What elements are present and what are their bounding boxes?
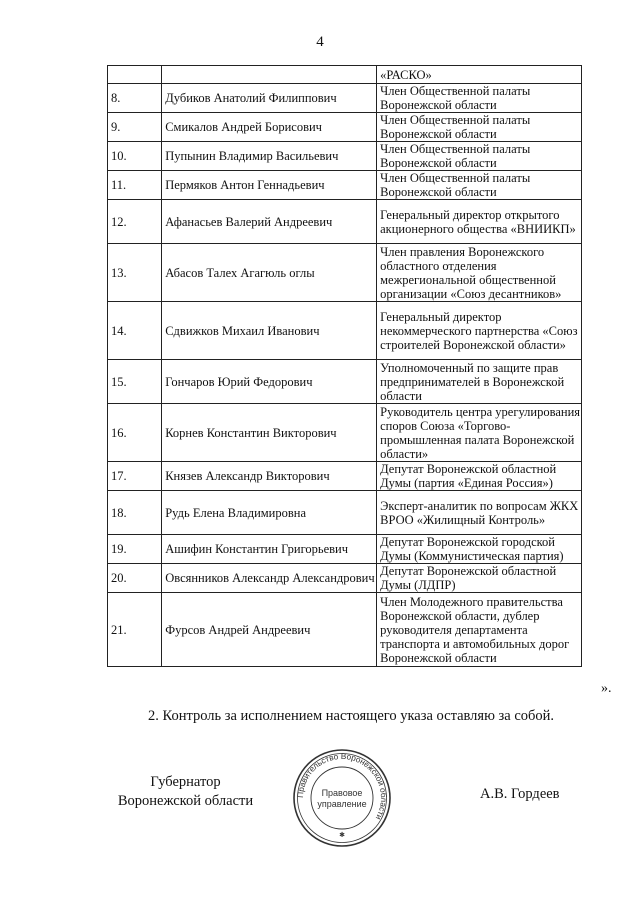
member-name: Рудь Елена Владимировна xyxy=(162,491,377,535)
member-name: Овсянников Александр Александрович xyxy=(162,564,377,593)
member-role: Член Общественной палаты Воронежской области xyxy=(377,142,582,171)
table-row xyxy=(108,142,582,171)
seal-star-icon: ✱ xyxy=(339,832,345,839)
signatory-title xyxy=(108,773,263,811)
row-number: 18. xyxy=(108,491,162,535)
member-role: Эксперт-аналитик по вопросам ЖКХ ВРОО «Жилищный Контроль» xyxy=(377,491,582,535)
row-number xyxy=(108,66,162,84)
row-number: 17. xyxy=(108,462,162,491)
table-row xyxy=(108,200,582,244)
member-name: Корнев Константин Викторович xyxy=(162,404,377,462)
member-role: Депутат Воронежской областной Думы (партия «Единая Россия») xyxy=(377,462,582,491)
row-number: 14. xyxy=(108,302,162,360)
member-name: Афанасьев Валерий Андреевич xyxy=(162,200,377,244)
member-role: «РАСКО» xyxy=(377,66,582,84)
table-row xyxy=(108,491,582,535)
table-row xyxy=(108,360,582,404)
page-number: 4 xyxy=(316,34,324,50)
member-role: Член Общественной палаты Воронежской области xyxy=(377,171,582,200)
member-name: Сдвижков Михаил Иванович xyxy=(162,302,377,360)
member-role: Генеральный директор некоммерческого партнерства «Союз строителей Воронежской области» xyxy=(377,302,582,360)
table-row xyxy=(108,593,582,667)
table-row xyxy=(108,84,582,113)
member-name: Гончаров Юрий Федорович xyxy=(162,360,377,404)
table-row xyxy=(108,244,582,302)
member-name: Фурсов Андрей Андреевич xyxy=(162,593,377,667)
row-number: 12. xyxy=(108,200,162,244)
control-clause: 2. Контроль за исполнением настоящего указа оставляю за собой. xyxy=(148,708,555,724)
signatory-title-line2: Воронежской области xyxy=(117,793,254,809)
table-row xyxy=(108,535,582,564)
member-role: Руководитель центра урегулирования споров Союза «Торгово-промышленная палата Воронежской области» xyxy=(377,404,582,462)
member-role: Депутат Воронежской областной Думы (ЛДПР) xyxy=(377,564,582,593)
table-row xyxy=(108,113,582,142)
member-role: Член правления Воронежского областного отделения межрегиональной общественной организации «Союз десантников» xyxy=(377,244,582,302)
member-role: Генеральный директор открытого акционерного общества «ВНИИКП» xyxy=(377,200,582,244)
member-name xyxy=(162,66,377,84)
row-number: 9. xyxy=(108,113,162,142)
row-number: 8. xyxy=(108,84,162,113)
seal-inner-line2: управление xyxy=(317,799,367,809)
table-row xyxy=(108,302,582,360)
members-table xyxy=(107,65,582,667)
member-role: Член Общественной палаты Воронежской области xyxy=(377,84,582,113)
row-number: 13. xyxy=(108,244,162,302)
table-row xyxy=(108,171,582,200)
official-seal-stamp xyxy=(292,748,392,848)
member-name: Ашифин Константин Григорьевич xyxy=(162,535,377,564)
member-name: Смикалов Андрей Борисович xyxy=(162,113,377,142)
member-name: Пермяков Антон Геннадьевич xyxy=(162,171,377,200)
seal-outer-text: Правительство Воронежской области xyxy=(295,751,389,822)
member-name: Пупынин Владимир Васильевич xyxy=(162,142,377,171)
row-number: 16. xyxy=(108,404,162,462)
member-role: Уполномоченный по защите прав предпринимателей в Воронежской области xyxy=(377,360,582,404)
row-number: 11. xyxy=(108,171,162,200)
member-name: Дубиков Анатолий Филиппович xyxy=(162,84,377,113)
signatory-name: А.В. Гордеев xyxy=(480,786,560,802)
member-name: Абасов Талех Агагюль оглы xyxy=(162,244,377,302)
member-role: Депутат Воронежской городской Думы (Коммунистическая партия) xyxy=(377,535,582,564)
row-number: 21. xyxy=(108,593,162,667)
table-row xyxy=(108,66,582,84)
row-number: 10. xyxy=(108,142,162,171)
table-row xyxy=(108,462,582,491)
member-role: Член Общественной палаты Воронежской области xyxy=(377,113,582,142)
table-row xyxy=(108,404,582,462)
seal-inner-line1: Правовое xyxy=(321,788,363,798)
row-number: 19. xyxy=(108,535,162,564)
member-role: Член Молодежного правительства Воронежской области, дублер руководителя департамента транспорта и автомобильных дорог Воронежской области xyxy=(377,593,582,667)
table-row xyxy=(108,564,582,593)
signatory-title-line1: Губернатор xyxy=(150,774,221,790)
member-name: Князев Александр Викторович xyxy=(162,462,377,491)
closing-quote-mark: ». xyxy=(601,681,612,696)
row-number: 20. xyxy=(108,564,162,593)
row-number: 15. xyxy=(108,360,162,404)
